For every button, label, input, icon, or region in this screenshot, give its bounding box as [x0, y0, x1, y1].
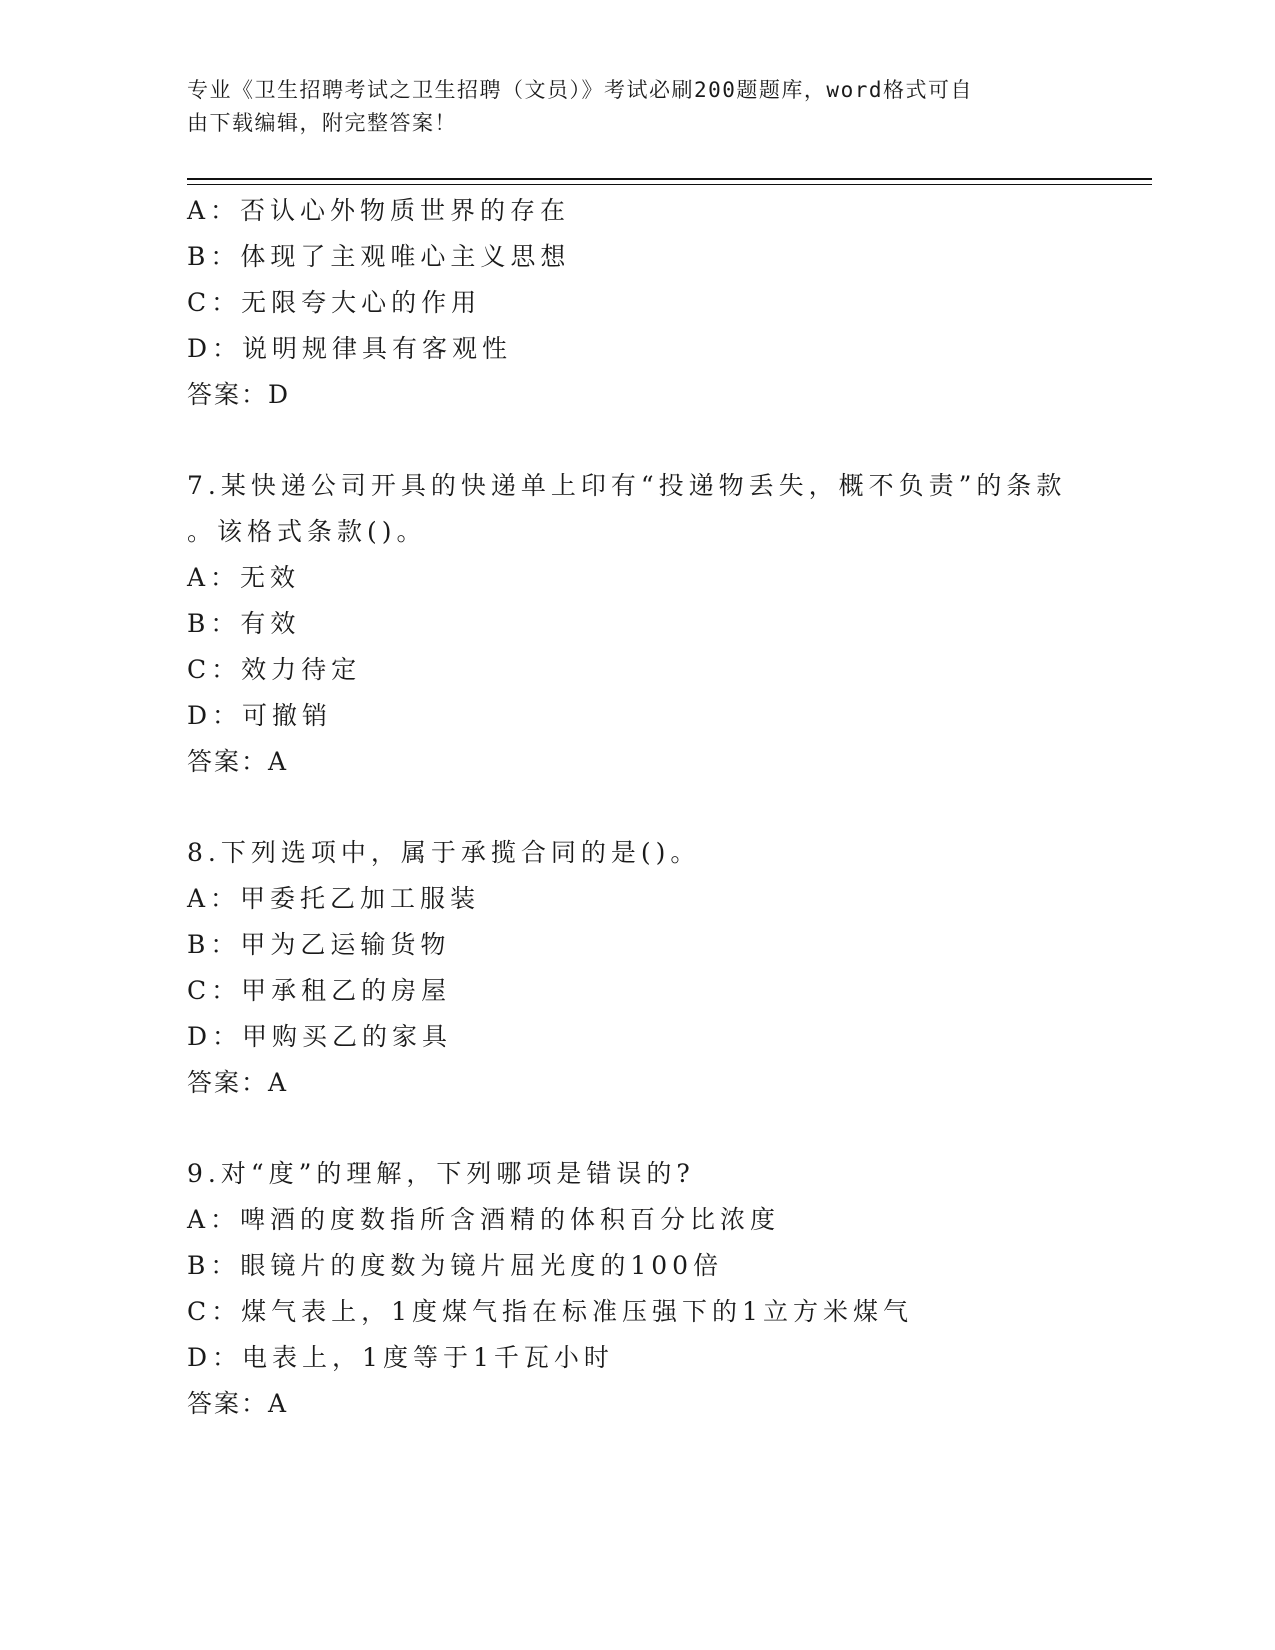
- header-divider-thin: [187, 184, 1152, 185]
- question-7-block: [187, 463, 1087, 785]
- option-c: C：甲承租乙的房屋: [187, 976, 452, 1005]
- option-a: A：啤酒的度数指所含酒精的体积百分比浓度: [187, 1205, 781, 1234]
- question-stem-continued: 。该格式条款()。: [187, 517, 427, 546]
- header-divider-thick: [187, 178, 1152, 180]
- option-d: D：电表上，1度等于1千瓦小时: [187, 1343, 614, 1372]
- option-a: A：否认心外物质世界的存在: [187, 196, 571, 225]
- question-list: [187, 188, 1087, 1427]
- answer-label: 答案：A: [187, 747, 289, 776]
- question-6-block: [187, 188, 1087, 418]
- question-9-block: [187, 1151, 1087, 1427]
- option-b: B：甲为乙运输货物: [187, 930, 451, 959]
- header-line-2: 由下载编辑，附完整答案！: [187, 111, 457, 135]
- option-c: C：效力待定: [187, 655, 362, 684]
- answer-label: 答案：A: [187, 1389, 289, 1418]
- option-d: D：可撤销: [187, 701, 333, 730]
- answer-label: 答案：A: [187, 1068, 289, 1097]
- question-stem: 9.对“度”的理解，下列哪项是错误的?: [187, 1159, 695, 1188]
- option-c: C：无限夸大心的作用: [187, 288, 482, 317]
- document-header: [187, 74, 1067, 140]
- option-a: A：甲委托乙加工服装: [187, 884, 481, 913]
- option-c: C：煤气表上，1度煤气指在标准压强下的1立方米煤气: [187, 1297, 913, 1326]
- option-b: B：眼镜片的度数为镜片屈光度的100倍: [187, 1251, 724, 1280]
- option-d: D：甲购买乙的家具: [187, 1022, 453, 1051]
- question-stem: 8.下列选项中，属于承揽合同的是()。: [187, 838, 701, 867]
- question-stem: 7.某快递公司开具的快递单上印有“投递物丢失，概不负责”的条款: [187, 471, 1067, 500]
- question-8-block: [187, 830, 1087, 1106]
- option-b: B：体现了主观唯心主义思想: [187, 242, 571, 271]
- option-a: A：无效: [187, 563, 301, 592]
- option-d: D：说明规律具有客观性: [187, 334, 513, 363]
- answer-label: 答案：D: [187, 380, 291, 409]
- option-b: B：有效: [187, 609, 301, 638]
- header-line-1: 专业《卫生招聘考试之卫生招聘（文员）》考试必刷200题题库，word格式可自: [187, 78, 973, 102]
